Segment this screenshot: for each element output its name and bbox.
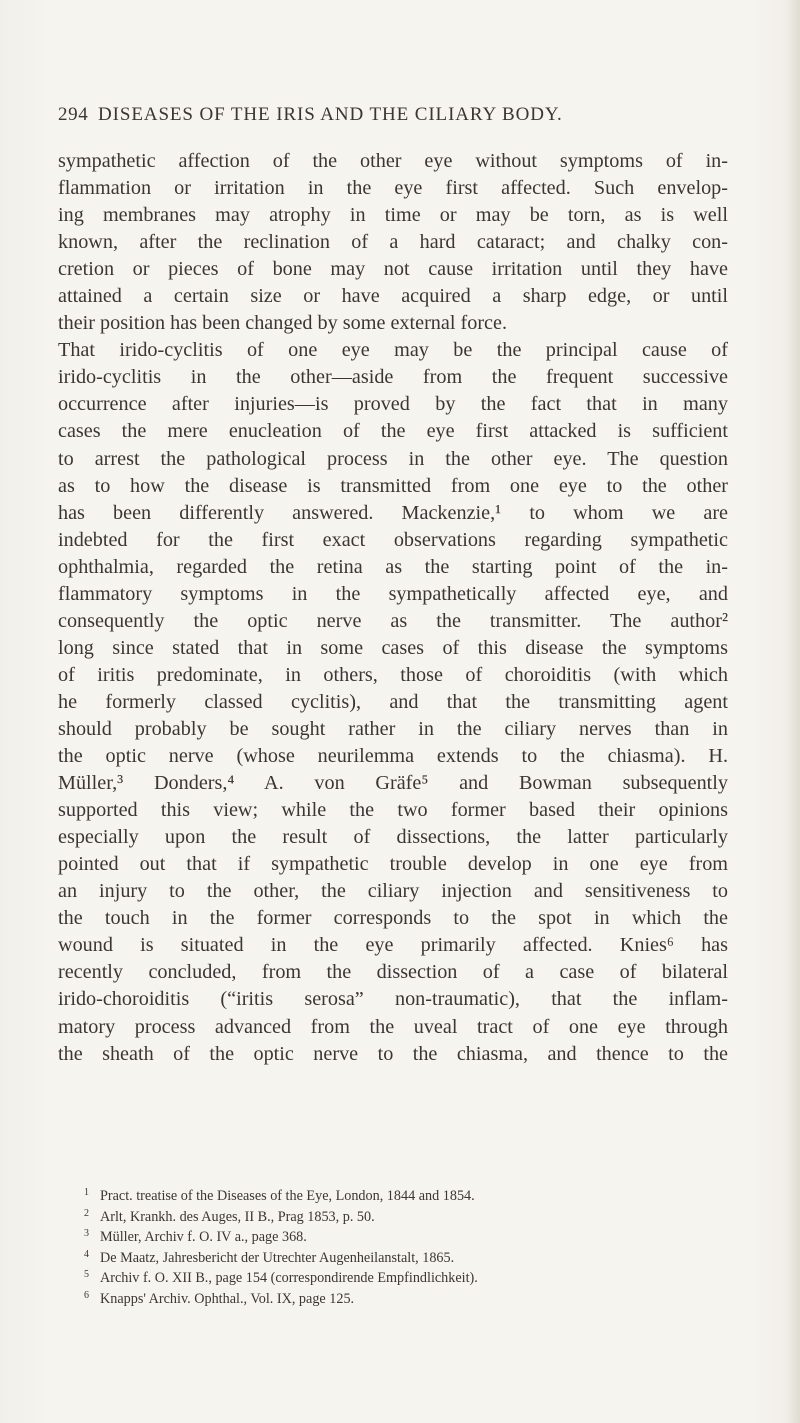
text-line: cases the mere enucleation of the eye first attacked is sufficient bbox=[58, 420, 728, 443]
footnote bbox=[84, 1289, 744, 1310]
text-line: flammatory symptoms in the sympathetically affected eye, and bbox=[58, 582, 728, 605]
page-header bbox=[58, 104, 728, 130]
text-line: ophthalmia, regarded the retina as the starting point of the in- bbox=[58, 555, 728, 578]
footnote bbox=[84, 1186, 744, 1207]
footnote-text: Müller, Archiv f. O. IV a., page 368. bbox=[100, 1229, 307, 1245]
footnote-text: Pract. treatise of the Diseases of the Eye, London, 1844 and 1854. bbox=[100, 1188, 475, 1204]
text-line: That irido-cyclitis of one eye may be the principal cause of bbox=[58, 339, 728, 362]
running-title: DISEASES OF THE IRIS AND THE CILIARY BODY. bbox=[98, 104, 563, 125]
text-line: consequently the optic nerve as the transmitter. The author² bbox=[58, 609, 728, 632]
footnote-mark: 5 bbox=[84, 1269, 89, 1280]
text-line: attained a certain size or have acquired a sharp edge, or until bbox=[58, 285, 728, 308]
text-line: recently concluded, from the dissection of a case of bilateral bbox=[58, 961, 728, 984]
footnote bbox=[84, 1227, 744, 1248]
footnote-mark: 3 bbox=[84, 1228, 89, 1239]
footnote-text: Archiv f. O. XII B., page 154 (correspondirende Empfindlichkeit). bbox=[100, 1270, 478, 1286]
page-edge-shadow bbox=[786, 0, 800, 1423]
text-line: he formerly classed cyclitis), and that the transmitting agent bbox=[58, 690, 728, 713]
footnote bbox=[84, 1207, 744, 1228]
text-line: as to how the disease is transmitted from one eye to the other bbox=[58, 474, 728, 497]
footnote-mark: 6 bbox=[84, 1289, 89, 1301]
text-line: cretion or pieces of bone may not cause irritation until they have bbox=[58, 258, 728, 281]
text-line: ing membranes may atrophy in time or may be torn, as is well bbox=[58, 204, 728, 227]
text-line: irido-cyclitis in the other—aside from the frequent successive bbox=[58, 366, 728, 389]
text-line: long since stated that in some cases of this disease the symptoms bbox=[58, 636, 728, 659]
text-line: occurrence after injuries—is proved by the fact that in many bbox=[58, 393, 728, 416]
text-line: pointed out that if sympathetic trouble develop in one eye from bbox=[58, 853, 728, 876]
footnote-mark: 2 bbox=[84, 1207, 89, 1219]
text-line: the touch in the former corresponds to the spot in which the bbox=[58, 907, 728, 930]
page-number: 294 bbox=[58, 104, 89, 125]
footnote bbox=[84, 1268, 744, 1289]
text-line: of iritis predominate, in others, those of choroiditis (with which bbox=[58, 663, 728, 686]
text-line: known, after the reclination of a hard cataract; and chalky con- bbox=[58, 231, 728, 254]
text-line: has been differently answered. Mackenzie,¹ to whom we are bbox=[58, 501, 728, 524]
text-line: an injury to the other, the ciliary injection and sensitiveness to bbox=[58, 880, 728, 903]
text-line: the sheath of the optic nerve to the chiasma, and thence to the bbox=[58, 1042, 728, 1065]
text-line: Müller,³ Donders,⁴ A. von Gräfe⁵ and Bowman subsequently bbox=[58, 772, 728, 795]
text-line: to arrest the pathological process in the other eye. The question bbox=[58, 447, 728, 470]
text-line: irido-choroiditis (“iritis serosa” non-traumatic), that the inflam- bbox=[58, 988, 728, 1011]
footnote-text: De Maatz, Jahresbericht der Utrechter Augenheilanstalt, 1865. bbox=[100, 1249, 455, 1266]
text-line: especially upon the result of dissections, the latter particularly bbox=[58, 826, 728, 849]
footnote-mark: 4 bbox=[84, 1248, 89, 1260]
footnote-mark: 1 bbox=[84, 1187, 89, 1198]
text-line: the optic nerve (whose neurilemma extends to the chiasma). H. bbox=[58, 745, 728, 768]
text-line: flammation or irritation in the eye first affected. Such envelop- bbox=[58, 177, 728, 200]
footnotes bbox=[84, 1186, 744, 1309]
text-line: sympathetic affection of the other eye without symptoms of in- bbox=[58, 150, 728, 172]
text-line: their position has been changed by some external force. bbox=[58, 312, 508, 335]
text-line: indebted for the first exact observations regarding sympathetic bbox=[58, 528, 728, 551]
footnote-text: Arlt, Krankh. des Auges, II B., Prag 1853, p. 50. bbox=[100, 1208, 375, 1225]
text-line: supported this view; while the two former based their opinions bbox=[58, 799, 728, 822]
footnote bbox=[84, 1248, 744, 1269]
text-line: wound is situated in the eye primarily affected. Knies⁶ has bbox=[58, 934, 728, 957]
text-line: matory process advanced from the uveal tract of one eye through bbox=[58, 1015, 728, 1038]
body-text bbox=[58, 148, 728, 1068]
footnote-text: Knapps' Archiv. Ophthal., Vol. IX, page 125. bbox=[100, 1290, 355, 1307]
text-line: should probably be sought rather in the ciliary nerves than in bbox=[58, 717, 728, 740]
